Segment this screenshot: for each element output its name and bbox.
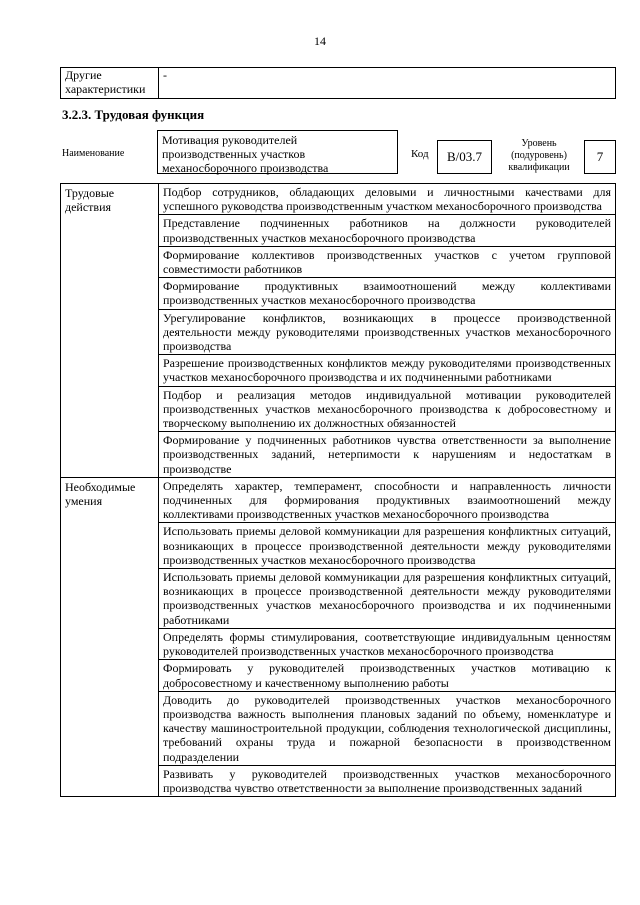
labor-action-item: Формирование у подчиненных работников чувства ответственности за выполнение производственных заданий, нетерпимости к нарушениям и недостаткам в производстве bbox=[159, 432, 616, 478]
labor-action-item: Представление подчиненных работников на должности руководителей производственных участков механосборочного производства bbox=[159, 215, 616, 246]
qualification-level-label: Уровень (подуровень) квалификации bbox=[508, 138, 570, 173]
function-code: В/03.7 bbox=[437, 140, 492, 174]
name-label: Наименование bbox=[62, 148, 125, 159]
page-number: 14 bbox=[314, 34, 326, 48]
code-label: Код bbox=[411, 148, 429, 160]
required-skill-item: Доводить до руководителей производственных участков механосборочного производства важность выполнения плановых заданий по объему, номенклатуре и качеству машиностроительной продукции, соблюдения технологической дисциплины, требований охраны труда и пожарной безопасности в производственном подразделении bbox=[159, 691, 616, 765]
labor-action-item: Урегулирование конфликтов, возникающих в процессе производственной деятельности между руководителями производственных участков механосборочного производства bbox=[159, 309, 616, 355]
labor-action-item: Подбор сотрудников, обладающих деловыми и личностными качествами для успешного руководства производственным участком механосборочного производства bbox=[159, 184, 616, 215]
other-characteristics-row bbox=[61, 68, 616, 99]
required-skill-item: Использовать приемы деловой коммуникации для разрешения конфликтных ситуаций, возникающих в процессе производственной деятельности между руководителями производственных участков механосборочного производства и их подчиненными работниками bbox=[159, 569, 616, 629]
other-characteristics-table bbox=[60, 67, 616, 99]
section-title: 3.2.3. Трудовая функция bbox=[62, 107, 205, 122]
required-skill-item: Определять формы стимулирования, соответствующие индивидуальным ценностям руководителей производственных участков механосборочного производства bbox=[159, 628, 616, 659]
qualification-level: 7 bbox=[584, 140, 616, 174]
table-row bbox=[61, 184, 616, 215]
labor-action-item: Формирование коллективов производственных участков с учетом групповой совместимости работников bbox=[159, 246, 616, 277]
function-details-table bbox=[60, 183, 616, 797]
labor-action-item: Подбор и реализация методов индивидуальной мотивации руководителей производственных участков механосборочного производства к добросовестному и творческому выполнению их должностных обязанностей bbox=[159, 386, 616, 432]
function-name: Мотивация руководителей производственных участков механосборочного производства bbox=[157, 130, 398, 174]
required-skill-item: Формировать у руководителей производственных участков мотивацию к добросовестному и качественному выполнению работы bbox=[159, 660, 616, 691]
labor-action-item: Формирование продуктивных взаимоотношений между коллективами производственных участков механосборочного производства bbox=[159, 278, 616, 309]
table-row bbox=[61, 477, 616, 523]
required-skills-label: Необходимые умения bbox=[61, 477, 159, 796]
required-skill-item: Развивать у руководителей производственных участков механосборочного производства чувство ответственности за выполнение производственных заданий bbox=[159, 765, 616, 796]
other-characteristics-value: - bbox=[159, 68, 616, 99]
required-skill-item: Использовать приемы деловой коммуникации для разрешения конфликтных ситуаций, возникающих в процессе производственной деятельности между руководителями производственных участков механосборочного производства bbox=[159, 523, 616, 569]
required-skill-item: Определять характер, темперамент, способности и направленность личности подчиненных для формирования продуктивных взаимоотношений между коллективами производственных участков механосборочного производства bbox=[159, 477, 616, 523]
labor-action-item: Разрешение производственных конфликтов между руководителями производственных участков механосборочного производства и их подчиненными работниками bbox=[159, 355, 616, 386]
other-characteristics-label: Другие характеристики bbox=[61, 68, 159, 99]
labor-actions-label: Трудовые действия bbox=[61, 184, 159, 478]
